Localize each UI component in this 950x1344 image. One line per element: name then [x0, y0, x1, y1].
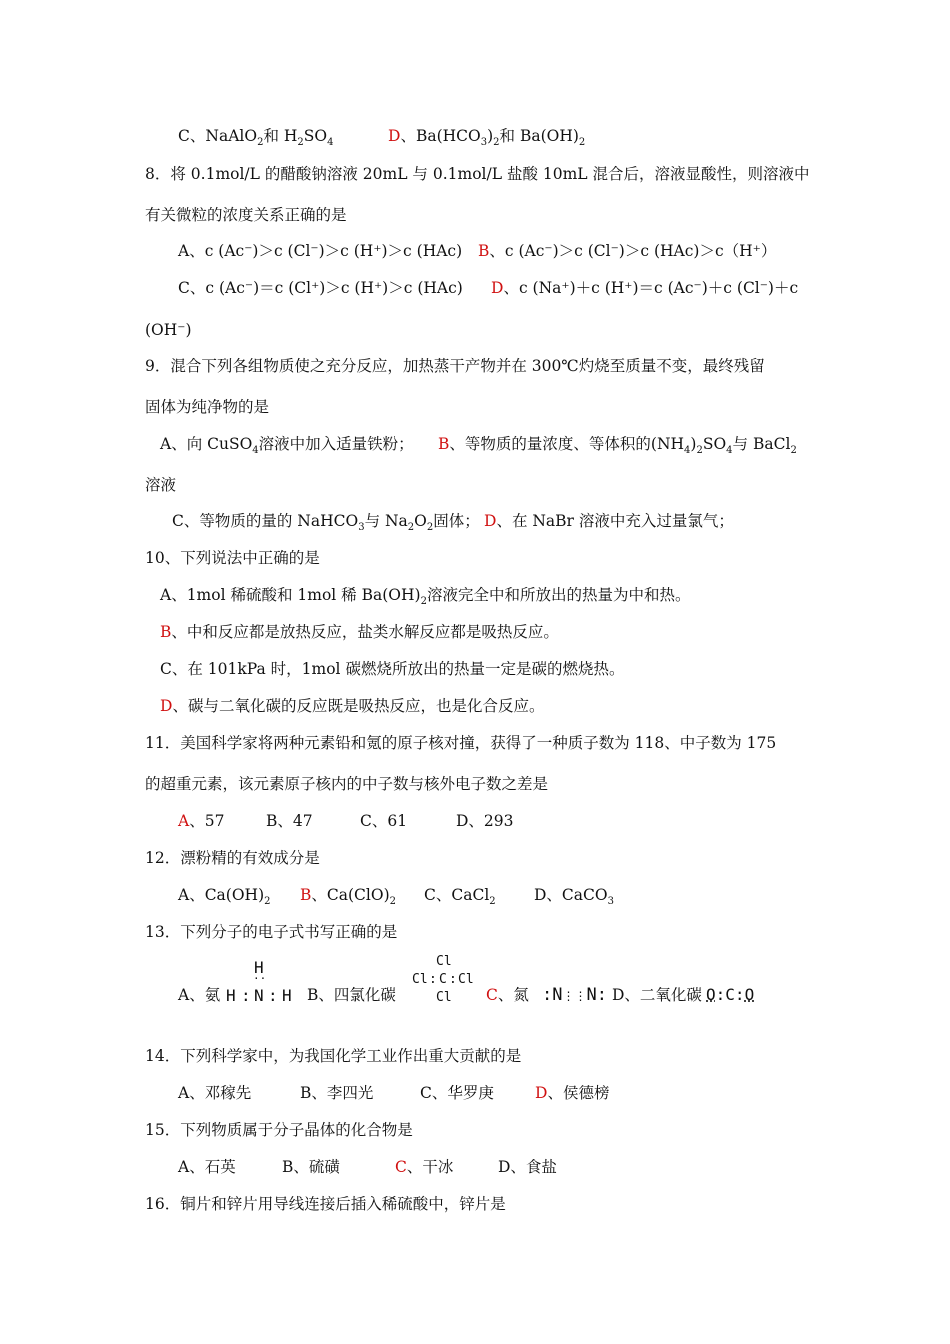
- nh3-h-left: H: [226, 986, 236, 1005]
- q12-option-d: D、CaCO$_3$: [534, 886, 614, 908]
- co2-c: C: [725, 985, 735, 1004]
- q13-option-a: A、氨: [178, 986, 221, 1004]
- co2-sep-left: :: [715, 985, 726, 1004]
- q13-option-c: C、氮: [486, 986, 529, 1004]
- q12-option-a: A、$Ca(OH)_2$: [178, 886, 271, 908]
- q9-stem-line2: 固体为纯净物的是: [145, 398, 270, 416]
- q15-option-b: B、硫磺: [282, 1158, 340, 1176]
- n2-electron-formula: [542, 984, 607, 1007]
- n2-triple-bond: ⋮⋮: [562, 989, 587, 1003]
- q11-option-c: C、61: [360, 812, 408, 830]
- q15-stem: 15．下列物质属于分子晶体的化合物是: [145, 1121, 413, 1139]
- co2-o-right: O: [744, 985, 755, 1004]
- q11-option-a: A、57: [178, 812, 225, 830]
- q11-stem-line2: 的超重元素，该元素原子核内的中子数与核外电子数之差是: [145, 775, 549, 793]
- q10-option-a: A、1mol 稀硫酸和 1mol 稀 $Ba(OH)_2$溶液完全中和所放出的热量为中和热。: [160, 586, 691, 608]
- q7-option-c: C、NaAlO$_2$和 $H_2SO_4$: [178, 127, 334, 149]
- nh3-sep-right: :: [268, 986, 278, 1005]
- ccl4-cl-bottom: Cl: [436, 990, 452, 1005]
- q13-stem: 13．下列分子的电子式书写正确的是: [145, 923, 398, 941]
- co2-electron-formula: [706, 984, 754, 1006]
- q9-option-d: D、在 NaBr 溶液中充入过量氯气；: [484, 512, 734, 530]
- q11-option-d: D、293: [456, 812, 514, 830]
- q14-option-c: C、华罗庚: [420, 1084, 494, 1102]
- q14-option-d: D、侯德榜: [535, 1084, 610, 1102]
- q15-option-d: D、食盐: [498, 1158, 557, 1176]
- ccl4-cl-left: Cl: [412, 972, 428, 987]
- q9-option-b-cont: 溶液: [145, 476, 177, 494]
- q11-option-b: B、47: [266, 812, 313, 830]
- n2-right: N:: [586, 985, 607, 1005]
- nh3-h-top: H: [254, 958, 264, 977]
- q12-stem: 12．漂粉精的有效成分是: [145, 849, 320, 867]
- q8-option-c: C、c (Ac⁻)＝c (Cl⁺)＞c (H⁺)＞c (HAc): [178, 279, 463, 297]
- n2-left: :N: [542, 985, 563, 1005]
- nh3-n-center: N: [254, 986, 264, 1005]
- q15-option-a: A、石英: [178, 1158, 236, 1176]
- ccl4-sep-left: :: [429, 972, 437, 987]
- q9-option-c: C、等物质的量的 NaHCO$_3$与 $Na_2O_2$固体；: [172, 512, 480, 534]
- nh3-h-right: H: [282, 986, 292, 1005]
- ccl4-c-center: C: [439, 972, 447, 987]
- q16-stem: 16．铜片和锌片用导线连接后插入稀硫酸中，锌片是: [145, 1195, 506, 1213]
- ccl4-cl-right: Cl: [458, 972, 474, 987]
- q13-option-d: D、二氧化碳: [612, 986, 702, 1004]
- co2-sep-right: :: [734, 985, 745, 1004]
- q10-stem: 10、下列说法中正确的是: [145, 549, 320, 567]
- q8-stem-line2: 有关微粒的浓度关系正确的是: [145, 206, 347, 224]
- ccl4-electron-formula: [412, 954, 478, 1010]
- q8-option-d: D、c (Na⁺)＋c (H⁺)＝c (Ac⁻)＋c (Cl⁻)＋c: [491, 279, 799, 297]
- q10-option-c: C、在 101kPa 时，1mol 碳燃烧所放出的热量一定是碳的燃烧热。: [160, 660, 625, 678]
- q9-option-b: B、等物质的量浓度、等体积的$(NH_4)_2SO_4$与 BaCl$_2$: [438, 435, 797, 457]
- q11-stem-line1: 11．美国科学家将两种元素铅和氪的原子核对撞，获得了一种质子数为 118、中子数为 175: [145, 734, 777, 752]
- q13-option-b: B、四氯化碳: [307, 986, 396, 1004]
- q9-option-a: A、向 CuSO$_4$溶液中加入适量铁粉；: [160, 435, 414, 457]
- q12-option-c: C、CaCl$_2$: [424, 886, 496, 908]
- q7-option-d: D、$Ba(HCO_3)_2$和 $Ba(OH)_2$: [388, 127, 586, 149]
- q8-option-d-cont: (OH⁻): [145, 321, 192, 339]
- co2-o-left: O: [706, 985, 716, 1004]
- q10-option-b: B、中和反应都是放热反应，盐类水解反应都是吸热反应。: [160, 623, 559, 641]
- nh3-sep-left: :: [241, 986, 251, 1005]
- q8-stem-line1: 8．将 0.1mol/L 的醋酸钠溶液 20mL 与 0.1mol/L 盐酸 10mL 混合后，溶液显酸性，则溶液中: [145, 165, 810, 183]
- nh3-electron-formula: [226, 956, 296, 1008]
- ccl4-sep-right: :: [449, 972, 457, 987]
- q9-stem-line1: 9．混合下列各组物质使之充分反应，加热蒸干产物并在 300℃灼烧至质量不变，最终残留: [145, 357, 765, 375]
- nh3-lone-pair: ··: [253, 972, 267, 985]
- q12-option-b: B、$Ca(ClO)_2$: [300, 886, 396, 908]
- q14-option-a: A、邓稼先: [178, 1084, 252, 1102]
- q14-option-b: B、李四光: [300, 1084, 374, 1102]
- ccl4-cl-top: Cl: [436, 954, 452, 969]
- q8-option-b: B、c (Ac⁻)＞c (Cl⁻)＞c (HAc)＞c（H⁺）: [478, 242, 777, 260]
- q8-option-a: A、c (Ac⁻)＞c (Cl⁻)＞c (H⁺)＞c (HAc): [178, 242, 463, 260]
- q15-option-c: C、干冰: [395, 1158, 454, 1176]
- q14-stem: 14．下列科学家中，为我国化学工业作出重大贡献的是: [145, 1047, 522, 1065]
- q10-option-d: D、碳与二氧化碳的反应既是吸热反应，也是化合反应。: [160, 697, 545, 715]
